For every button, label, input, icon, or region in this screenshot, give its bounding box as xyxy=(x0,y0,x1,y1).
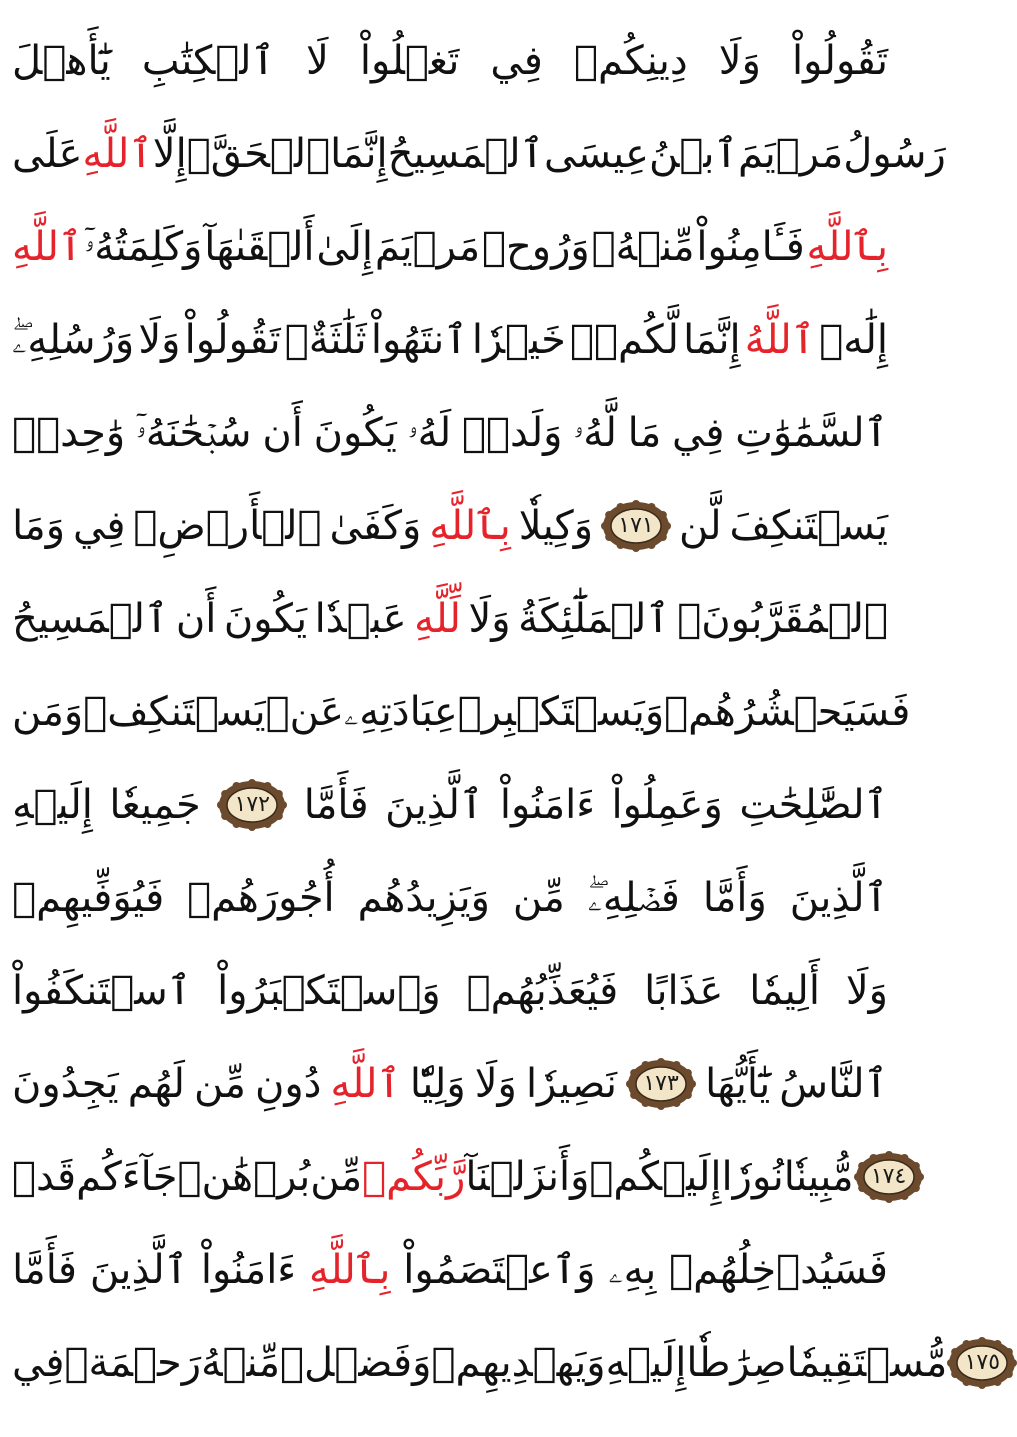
ayah-number-marker xyxy=(854,1151,924,1203)
word: فَضۡلِهِۦۖ xyxy=(587,874,680,921)
word: فَيُوَفِّيهِمۡ xyxy=(12,874,165,921)
word: وَيَهۡدِيهِمۡ xyxy=(431,1339,606,1386)
text-line xyxy=(12,14,888,107)
word: وَمَن xyxy=(12,688,84,735)
word: وَلَا xyxy=(845,967,888,1014)
text-line xyxy=(12,1223,888,1316)
word: ٱلۡمُقَرَّبُونَۚ xyxy=(677,595,888,642)
word: ثَلَٰثَةٌۚ xyxy=(284,316,367,363)
word: أَن xyxy=(262,409,303,456)
word: وَلَا xyxy=(718,37,761,84)
word: وَأَنزَلۡنَآ xyxy=(465,1153,590,1200)
word: فَأَمَّا xyxy=(303,781,369,828)
word: عَنۡ xyxy=(265,688,344,735)
word: وَٱعۡتَصَمُواْ xyxy=(403,1246,596,1293)
text-line xyxy=(12,1316,1001,1409)
word: ٱلۡكِتَٰبِ xyxy=(141,37,275,84)
text-line xyxy=(12,293,888,386)
word: أُجُورَهُمۡ xyxy=(187,874,335,921)
word: إِلَيۡهِ xyxy=(12,781,93,828)
ayah-number: ١٧٤ xyxy=(870,1164,907,1189)
word: وَيَزِيدُهُم xyxy=(357,874,490,921)
word: ٱنتَهُواْ xyxy=(370,316,468,363)
word: دِينِكُمۡ xyxy=(573,37,688,84)
word: وَكَفَىٰ xyxy=(329,502,422,549)
ayah-number-marker xyxy=(947,1337,1017,1389)
text-line xyxy=(12,1037,888,1130)
divine-name-word: رَّبِّكُمۡ xyxy=(362,1153,466,1200)
word: وَرُسُلِهِۦۖ xyxy=(12,316,135,363)
word: مِّن xyxy=(194,1060,246,1107)
word: لَهُۥ xyxy=(407,409,452,456)
word: دُونِ xyxy=(254,1060,322,1107)
text-line xyxy=(12,758,888,851)
word: جَآءَكُم xyxy=(76,1153,178,1200)
word: لَا xyxy=(306,37,329,84)
word: ٱلۡأَرۡضِۗ xyxy=(133,502,322,549)
divine-name-word: ٱللَّهِ xyxy=(82,130,153,177)
word: وَٱسۡتَكۡبَرُواْ xyxy=(217,967,441,1014)
word: وَلَا xyxy=(468,595,511,642)
word: يَسۡتَنكِفَ xyxy=(729,502,888,549)
word: إِلَىٰ xyxy=(316,223,374,270)
word: يَجِدُونَ xyxy=(12,1060,119,1107)
word: وَكَلِمَتُهُۥٓ xyxy=(84,223,203,270)
text-line xyxy=(12,200,888,293)
ayah-number: ١٧٥ xyxy=(964,1350,1001,1375)
divine-name-word: بِٱللَّهِ xyxy=(806,223,888,270)
word: مَا xyxy=(627,409,662,456)
word: وَعَمِلُواْ xyxy=(611,781,723,828)
word: مِّن xyxy=(512,874,565,921)
word: إِلَيۡكُمۡ xyxy=(589,1153,722,1200)
word: فِي xyxy=(672,409,725,456)
word: فَسَيَحۡشُرُهُمۡ xyxy=(664,688,911,735)
word: نُورٗا xyxy=(721,1153,784,1200)
text-line xyxy=(12,479,888,572)
word: ءَامَنُواْ xyxy=(499,781,596,828)
word: رَحۡمَةٖ xyxy=(64,1339,202,1386)
ayah-number-marker xyxy=(601,500,671,552)
word: عَذَابًا xyxy=(644,967,724,1014)
text-line xyxy=(12,572,888,665)
text-line xyxy=(12,851,888,944)
word: خَيۡرٗا xyxy=(471,316,566,363)
divine-name-word: بِٱللَّهِ xyxy=(308,1246,391,1293)
divine-name-word: لِّلَّهِ xyxy=(414,595,461,642)
word: وَٰحِدٞۖ xyxy=(12,409,126,456)
word: لَّهُۥ xyxy=(573,409,617,456)
word: وَلِيّٗا xyxy=(409,1060,466,1107)
word: مُّبِينٗا xyxy=(783,1153,854,1200)
word: ٱلَّذِينَ xyxy=(385,781,484,828)
word: ٱلنَّاسُ xyxy=(779,1060,888,1107)
ayah-number: ١٧٢ xyxy=(234,792,270,817)
word: لَهُم xyxy=(127,1060,185,1107)
word: ٱلسَّمَٰوَٰتِ xyxy=(735,409,888,456)
ayah-number-marker xyxy=(626,1058,696,1110)
word: بِهِۦ xyxy=(608,1246,657,1293)
word: مَرۡيَمَ xyxy=(374,223,481,270)
word: وَمَا xyxy=(12,502,66,549)
word: أَلۡقَىٰهَآ xyxy=(204,223,315,270)
word: ٱسۡتَنكَفُواْ xyxy=(12,967,192,1014)
word: عَلَى xyxy=(12,130,83,177)
word: وَرُوحٞ xyxy=(481,223,590,270)
word: وَلَدٞۘ xyxy=(461,409,563,456)
word: فِي xyxy=(12,1339,65,1386)
word: فَسَيُدۡخِلُهُمۡ xyxy=(669,1246,888,1293)
word: وَلَا xyxy=(474,1060,517,1107)
word: أَلِيمٗا xyxy=(749,967,820,1014)
word: ٱلۡمَسِيحُ xyxy=(12,595,169,642)
word: عِيسَى xyxy=(543,130,649,177)
word: بُرۡهَٰنٞ xyxy=(177,1153,311,1200)
word: عِبَادَتِهِۦ xyxy=(344,688,458,735)
word: يَكُونَ xyxy=(313,409,397,456)
divine-name-word: ٱللَّهِ xyxy=(330,1060,401,1107)
word: تَقُولُواْ xyxy=(792,37,888,84)
word: مِّنۡهُۖ xyxy=(591,223,695,270)
divine-name-word: ٱللَّهُ xyxy=(744,316,816,363)
word: عَبۡدٗا xyxy=(314,595,407,642)
text-line xyxy=(12,107,946,200)
word: ٱلۡمَسِيحُ xyxy=(387,130,544,177)
word: فَأَمَّا xyxy=(12,1246,77,1293)
word: تَغۡلُواْ xyxy=(359,37,460,84)
text-line xyxy=(12,386,888,479)
word: لَّن xyxy=(678,502,722,549)
word: يَكُونَ xyxy=(223,595,308,642)
word: إِلَّا xyxy=(152,130,187,177)
word: وَفَضۡلٖ xyxy=(280,1339,432,1386)
ayah-number-marker xyxy=(217,779,287,831)
word: ٱلۡحَقَّۚ xyxy=(186,130,331,177)
word: إِلَٰهٞ xyxy=(819,316,888,363)
divine-name-word: بِٱللَّهِ xyxy=(429,502,511,549)
word: ٱلصَّٰلِحَٰتِ xyxy=(739,781,888,828)
word: مِّنۡهُ xyxy=(201,1339,281,1386)
word: لَّكُمۡۚ xyxy=(570,316,679,363)
word: ٱبۡنُ xyxy=(648,130,738,177)
word: ٱلَّذِينَ xyxy=(89,1246,189,1293)
word: مَرۡيَمَ xyxy=(737,130,844,177)
word: وَلَا xyxy=(138,316,181,363)
word: جَمِيعٗا xyxy=(109,781,201,828)
word: أَن xyxy=(175,595,217,642)
word: تَقُولُواْ xyxy=(184,316,281,363)
word: وَكِيلٗا xyxy=(518,502,594,549)
word: فِي xyxy=(490,37,543,84)
word: يَٰٓأَهۡلَ xyxy=(12,37,111,84)
word: فَـَٔامِنُواْ xyxy=(696,223,805,270)
text-line xyxy=(12,944,888,1037)
word: مِّن xyxy=(310,1153,363,1200)
ayah-number: ١٧١ xyxy=(618,513,654,538)
word: يَسۡتَنكِفۡ xyxy=(83,688,266,735)
word: مُّسۡتَقِيمٗا xyxy=(786,1339,948,1386)
word: فِي xyxy=(72,502,126,549)
word: سُبۡحَٰنَهُۥٓ xyxy=(135,409,252,456)
text-line xyxy=(12,1130,907,1223)
word: إِنَّمَا xyxy=(683,316,741,363)
ayah-number: ١٧٣ xyxy=(643,1071,679,1096)
word: إِلَيۡهِ xyxy=(605,1339,687,1386)
word: قَدۡ xyxy=(12,1153,77,1200)
word: يَٰٓأَيُّهَا xyxy=(705,1060,771,1107)
divine-name-word: ٱللَّهِ xyxy=(12,223,83,270)
word: صِرَٰطٗا xyxy=(686,1339,787,1386)
word: ٱلۡمَلَٰٓئِكَةُ xyxy=(518,595,670,642)
word: ٱلَّذِينَ xyxy=(789,874,888,921)
word: إِنَّمَا xyxy=(330,130,388,177)
word: وَيَسۡتَكۡبِرۡ xyxy=(457,688,665,735)
word: ءَامَنُواْ xyxy=(200,1246,297,1293)
text-line xyxy=(12,665,911,758)
word: رَسُولُ xyxy=(843,130,946,177)
word: نَصِيرٗا xyxy=(525,1060,618,1107)
word: فَيُعَذِّبُهُمۡ xyxy=(466,967,619,1014)
word: وَأَمَّا xyxy=(702,874,767,921)
